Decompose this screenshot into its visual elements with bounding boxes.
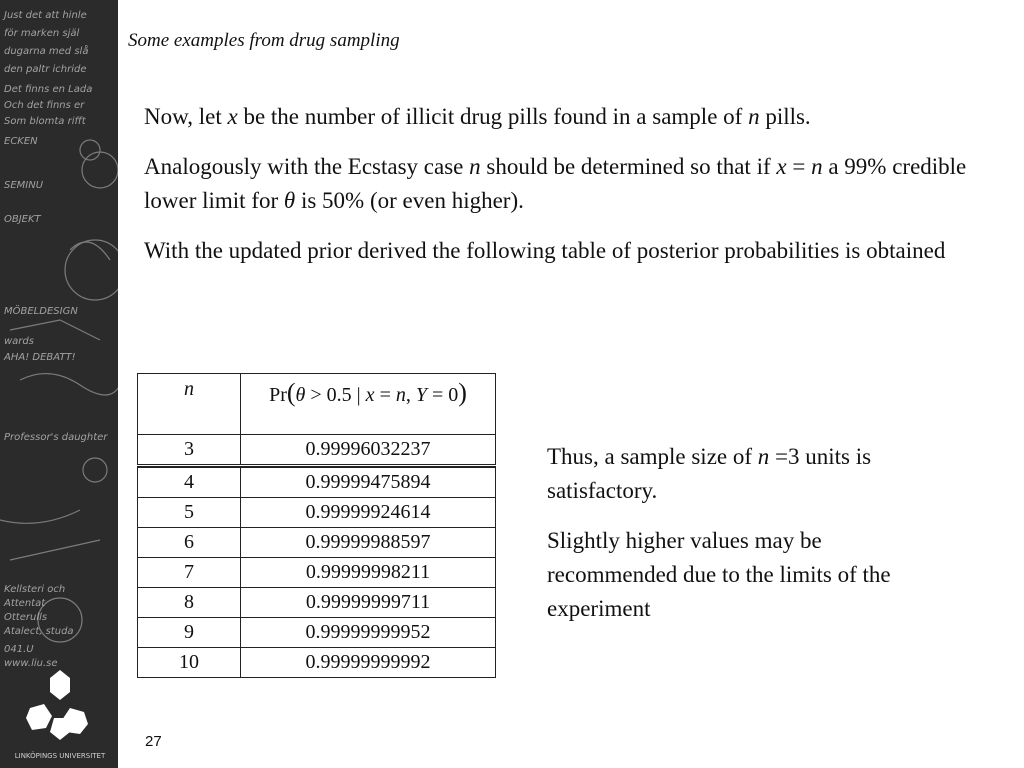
svg-text:LINKÖPINGS UNIVERSITET: LINKÖPINGS UNIVERSITET — [14, 752, 106, 760]
sidebar-scribble: SEMINU — [4, 180, 44, 191]
paragraph: Slightly higher values may be recommended due to the limits of the experiment — [547, 528, 891, 621]
paragraph: Now, let x be the number of illicit drug pills found in a sample of n pills. — [144, 104, 811, 129]
sidebar-decoration — [0, 0, 118, 768]
sidebar-scribble: Attentat — [4, 598, 46, 609]
sidebar-scribble: Och det finns er — [4, 100, 85, 111]
table-row: 10 0.99999999992 — [138, 648, 496, 678]
sidebar-scribble: www.liu.se — [4, 658, 58, 669]
sidebar-scribble: MÖBELDESIGN — [4, 306, 78, 317]
sidebar-scribble: Atalect, studa — [4, 626, 74, 637]
table-row: 4 0.99999475894 — [138, 468, 496, 498]
university-logo — [0, 658, 118, 768]
table-row: 5 0.99999924614 — [138, 498, 496, 528]
sidebar-scribble: Professor's daughter — [4, 432, 108, 443]
sidebar-scribble: wards — [4, 336, 34, 347]
slide-number: 27 — [145, 733, 162, 750]
sidebar-scribble: AHA! DEBATT! — [4, 352, 76, 363]
table-row: 9 0.99999999952 — [138, 618, 496, 648]
table-row: 6 0.99999988597 — [138, 528, 496, 558]
sidebar-scribble: den paltr ichride — [4, 64, 87, 75]
sidebar-scribble: OBJEKT — [4, 214, 41, 225]
sidebar-scribble: ECKEN — [4, 136, 38, 147]
sidebar-scribble: dugarna med slå — [4, 46, 89, 57]
sidebar-scribble: Som blomta rifft — [4, 116, 86, 127]
sidebar-scribble: Det finns en Lada — [4, 84, 93, 95]
sidebar-scribble: 041.U — [4, 644, 34, 655]
sidebar-scribble: Just det att hinle — [4, 10, 87, 21]
sidebar-scribble: Kellsteri och — [4, 584, 66, 595]
conclusion-text — [547, 440, 947, 642]
paragraph: Analogously with the Ecstasy case n should be determined so that if x = n a 99% credible lower limit for θ is 50% (or even higher). — [144, 154, 967, 213]
posterior-probability-table — [137, 373, 496, 678]
table-header-row — [138, 374, 496, 435]
slide-title: Some examples from drug sampling — [128, 30, 400, 51]
table-row: 3 0.99996032237 — [138, 435, 496, 466]
slide-body — [144, 100, 974, 284]
paragraph: With the updated prior derived the following table of posterior probabilities is obtained — [144, 238, 946, 263]
paragraph: Thus, a sample size of n =3 units is satisfactory. — [547, 444, 872, 503]
column-header-n: n — [138, 374, 241, 435]
table-row: 8 0.99999999711 — [138, 588, 496, 618]
table-row: 7 0.99999998211 — [138, 558, 496, 588]
column-header-probability: Pr(θ > 0.5 | x = n, Y = 0) — [241, 374, 496, 435]
sidebar-scribble: för marken själ — [4, 28, 80, 39]
sidebar-scribble: Otterulls — [4, 612, 48, 623]
